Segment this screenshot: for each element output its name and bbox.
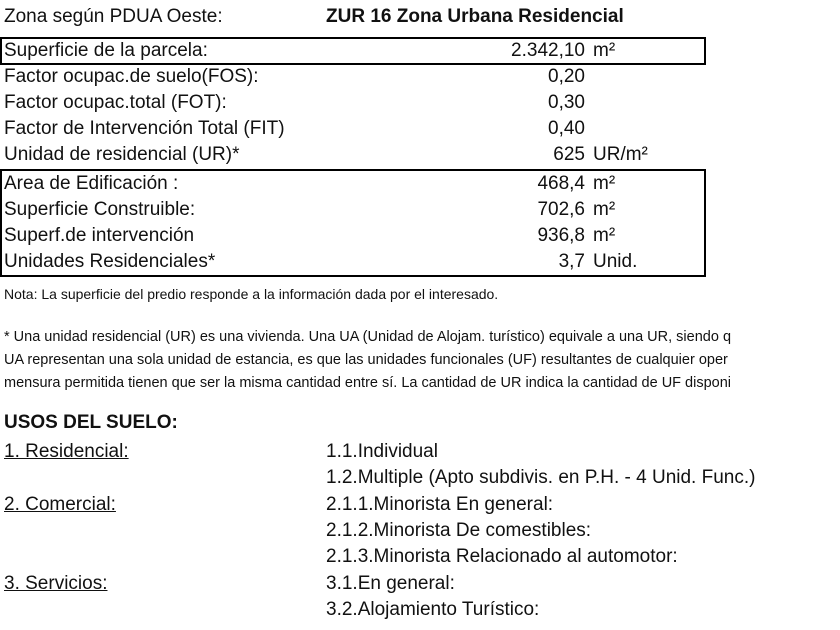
factor-label: Unidad de residencial (UR)* [4,144,240,165]
use-category-servicios: 3. Servicios: [4,573,108,594]
factor-row [0,116,840,142]
factor-value: 0,40 [548,118,585,139]
factor-value: 625 [553,144,585,165]
result-value: 3,7 [558,251,585,272]
result-unit: m² [593,199,616,220]
factor-label: Factor de Intervención Total (FIT) [4,118,285,139]
parcel-row [0,38,840,64]
zone-row [0,4,840,30]
result-value: 468,4 [537,173,585,194]
result-label: Area de Edificación : [4,173,179,194]
result-row [0,249,840,275]
factor-value: 0,30 [548,92,585,113]
use-subitem: 2.1.1.Minorista En general: [326,494,554,515]
result-unit: Unid. [593,251,638,272]
result-row [0,197,840,223]
result-unit: m² [593,173,616,194]
result-label: Superf.de intervención [4,225,195,246]
use-subitem: 3.2.Alojamiento Turístico: [326,599,540,620]
footnote-line: mensura permitida tienen que ser la misma cantidad entre sí. La cantidad de UR indica la cantidad de UF disponi [4,375,732,391]
factor-row [0,142,840,168]
use-subitem: 1.1.Individual [326,441,438,462]
factor-label: Factor ocupac.total (FOT): [4,92,227,113]
use-subitem: 2.1.3.Minorista Relacionado al automotor: [326,546,678,567]
factor-row [0,64,840,90]
parcel-label: Superficie de la parcela: [4,40,208,61]
result-value: 702,6 [537,199,585,220]
zone-label: Zona según PDUA Oeste: [4,6,223,27]
factor-value: 0,20 [548,66,585,87]
footnote-line: UA representan una sola unidad de estancia, es que las unidades funcionales (UF) resultantes de cualquier oper [4,352,728,368]
result-value: 936,8 [537,225,585,246]
result-row [0,171,840,197]
uses-heading: USOS DEL SUELO: [4,412,178,433]
factor-label: Factor ocupac.de suelo(FOS): [4,66,259,87]
parcel-value: 2.342,10 [511,40,585,61]
factor-unit: UR/m² [593,144,648,165]
factor-row [0,90,840,116]
use-category-comercial: 2. Comercial: [4,494,116,515]
use-subitem: 3.1.En general: [326,573,455,594]
note-text: Nota: La superficie del predio responde a la información dada por el interesado. [4,286,499,302]
result-label: Superficie Construible: [4,199,196,220]
use-subitem: 2.1.2.Minorista De comestibles: [326,520,592,541]
parcel-unit: m² [593,40,616,61]
use-subitem: 1.2.Multiple (Apto subdivis. en P.H. - 4 Unid. Func.) [326,467,756,488]
result-label: Unidades Residenciales* [4,251,216,272]
zone-value: ZUR 16 Zona Urbana Residencial [326,6,624,27]
use-category-residencial: 1. Residencial: [4,441,129,462]
result-unit: m² [593,225,616,246]
footnote-line: * Una unidad residencial (UR) es una vivienda. Una UA (Unidad de Alojam. turístico) equivale a una UR, siendo q [4,329,732,345]
result-row [0,223,840,249]
